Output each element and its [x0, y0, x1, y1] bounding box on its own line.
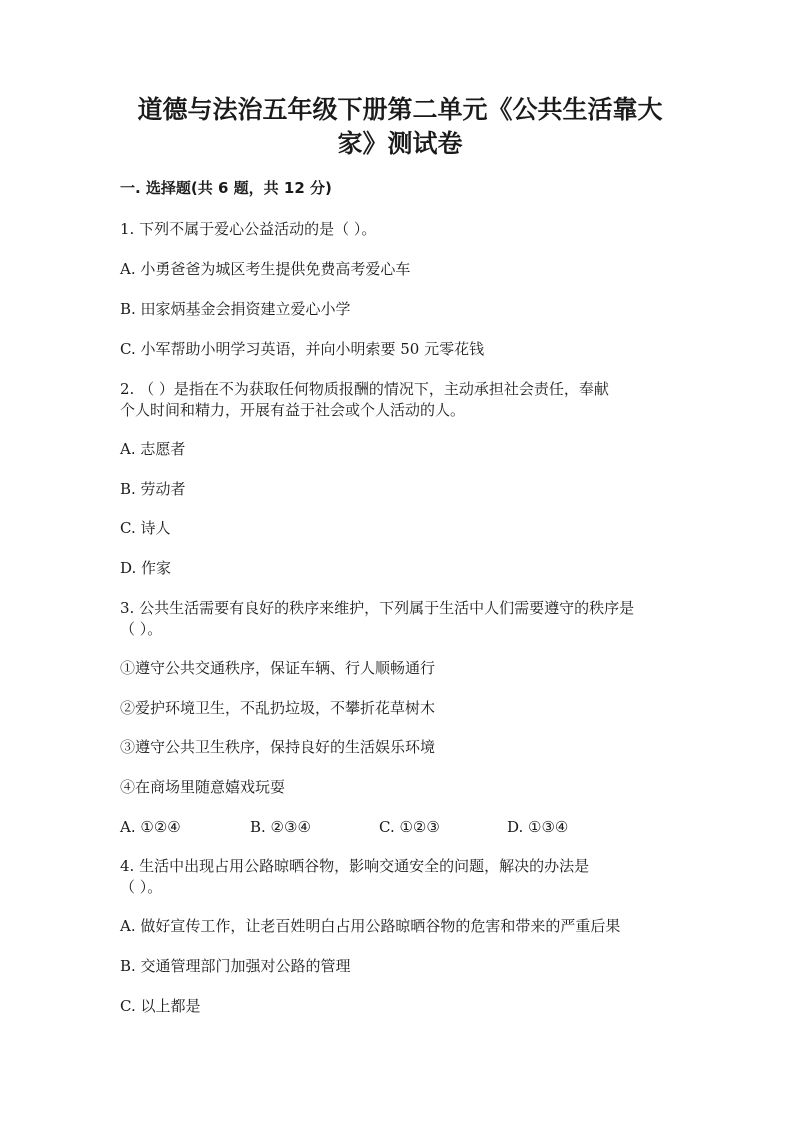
question-3-option-c: C. ①②③ [379, 818, 440, 836]
question-2-option-c: C. 诗人 [120, 519, 171, 537]
question-4-stem-line-1: 4. 生活中出现占用公路晾晒谷物，影响交通安全的问题，解决的办法是 [120, 857, 590, 875]
question-4-option-c: C. 以上都是 [120, 997, 201, 1015]
question-2-option-d: D. 作家 [120, 559, 172, 577]
question-2-stem-line-1: 2. （ ）是指在不为获取任何物质报酬的情况下，主动承担社会责任，奉献 [120, 380, 609, 398]
question-4-stem-line-2: （ ）。 [120, 878, 163, 896]
question-3-option-a: A. ①②④ [120, 818, 181, 836]
question-3-item-4: ④在商场里随意嬉戏玩耍 [120, 778, 286, 796]
question-4-option-a: A. 做好宣传工作，让老百姓明白占用公路晾晒谷物的危害和带来的严重后果 [120, 917, 621, 935]
question-2-option-b: B. 劳动者 [120, 480, 186, 498]
question-3-item-2: ②爱护环境卫生，不乱扔垃圾，不攀折花草树木 [120, 699, 436, 717]
question-1-option-b: B. 田家炳基金会捐资建立爱心小学 [120, 300, 351, 318]
question-3-option-b: B. ②③④ [250, 818, 311, 836]
question-1-stem: 1. 下列不属于爱心公益活动的是（ ）。 [120, 220, 377, 238]
question-3-option-d: D. ①③④ [507, 818, 569, 836]
question-1-option-c: C. 小军帮助小明学习英语，并向小明索要 50 元零花钱 [120, 340, 485, 358]
question-2-option-a: A. 志愿者 [120, 440, 186, 458]
page-title [0, 93, 800, 161]
title-line-1: 道德与法治五年级下册第二单元《公共生活靠大 [137, 95, 663, 124]
question-3-stem-line-2: （ ）。 [120, 620, 163, 638]
question-2-stem-line-2: 个人时间和精力，开展有益于社会或个人活动的人。 [120, 401, 466, 419]
question-3-item-3: ③遵守公共卫生秩序，保持良好的生活娱乐环境 [120, 738, 436, 756]
question-3-stem-line-1: 3. 公共生活需要有良好的秩序来维护，下列属于生活中人们需要遵守的秩序是 [120, 599, 635, 617]
title-line-2: 家》测试卷 [337, 129, 463, 158]
question-1-option-a: A. 小勇爸爸为城区考生提供免费高考爱心车 [120, 260, 411, 278]
question-3-item-1: ①遵守公共交通秩序，保证车辆、行人顺畅通行 [120, 659, 436, 677]
question-4-option-b: B. 交通管理部门加强对公路的管理 [120, 957, 351, 975]
section-heading: 一. 选择题(共 6 题，共 12 分) [120, 179, 332, 197]
